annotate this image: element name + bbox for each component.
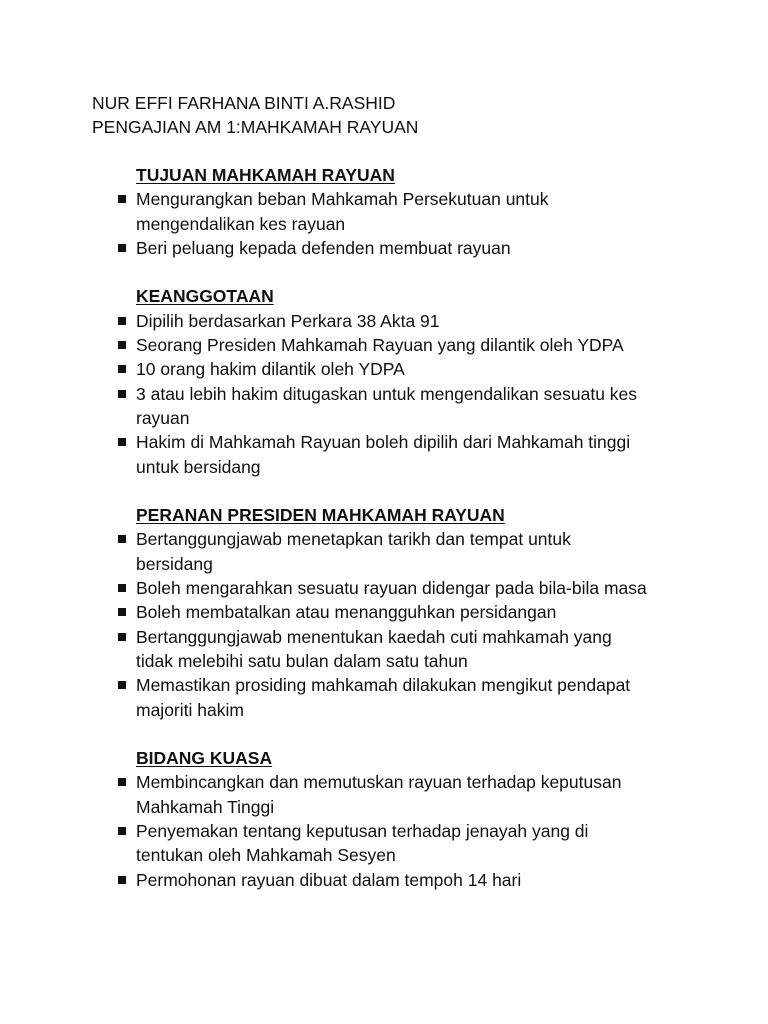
list-item [118,770,738,819]
list-item-line: Penyemakan tentang keputusan terhadap jenayah yang di [136,821,589,842]
list-item-line: 3 atau lebih hakim ditugaskan untuk mengendalikan sesuatu kes [136,383,638,404]
list-item [118,868,738,892]
list-item [118,625,738,674]
list-item [118,236,738,260]
square-bullet-icon [118,876,126,884]
square-bullet-icon [118,244,126,252]
square-bullet-icon [118,633,126,641]
list-item-line: mengendalikan kes rayuan [136,213,346,234]
list-item-line: Hakim di Mahkamah Rayuan boleh dipilih dari Mahkamah tinggi [136,432,631,453]
list-item-line: untuk bersidang [136,456,261,477]
bullet-list [118,187,738,260]
section-heading: PERANAN PRESIDEN MAHKAMAH RAYUAN [136,505,505,526]
list-item [118,309,738,333]
section-heading: KEANGGOTAAN [136,286,274,307]
list-item [118,333,738,357]
square-bullet-icon [118,584,126,592]
list-item-line: bersidang [136,553,213,574]
list-item-line: 10 orang hakim dilantik oleh YDPA [136,359,405,380]
list-item [118,187,738,236]
list-item [118,600,738,624]
bullet-list [118,770,738,891]
list-item [118,382,738,431]
list-item-line: Membincangkan dan memutuskan rayuan terhadap keputusan [136,772,622,793]
document-header [92,91,418,140]
list-item-line: tidak melebihi satu bulan dalam satu tahun [136,650,468,671]
section [118,163,738,260]
list-item-line: Memastikan prosiding mahkamah dilakukan mengikut pendapat [136,675,631,696]
author-name: NUR EFFI FARHANA BINTI A.RASHID [92,93,396,113]
square-bullet-icon [118,195,126,203]
square-bullet-icon [118,390,126,398]
list-item [118,430,738,479]
square-bullet-icon [118,535,126,543]
list-item-line: Bertanggungjawab menentukan kaedah cuti mahkamah yang [136,626,612,647]
list-item-line: Mengurangkan beban Mahkamah Persekutuan untuk [136,189,549,210]
square-bullet-icon [118,317,126,325]
list-item-line: Permohonan rayuan dibuat dalam tempoh 14 hari [136,869,522,890]
square-bullet-icon [118,827,126,835]
list-item-line: Dipilih berdasarkan Perkara 38 Akta 91 [136,310,440,331]
square-bullet-icon [118,681,126,689]
list-item [118,819,738,868]
document-body [118,163,738,916]
section [118,746,738,892]
square-bullet-icon [118,365,126,373]
list-item-line: majoriti hakim [136,699,244,720]
square-bullet-icon [118,341,126,349]
list-item [118,527,738,576]
square-bullet-icon [118,608,126,616]
bullet-list [118,527,738,721]
list-item [118,673,738,722]
list-item-line: Bertanggungjawab menetapkan tarikh dan tempat untuk [136,529,571,550]
list-item-line: Boleh membatalkan atau menangguhkan persidangan [136,602,557,623]
list-item-line: Boleh mengarahkan sesuatu rayuan didengar pada bila-bila masa [136,578,647,599]
list-item [118,576,738,600]
list-item-line: Seorang Presiden Mahkamah Rayuan yang dilantik oleh YDPA [136,335,624,356]
list-item [118,357,738,381]
section [118,503,738,722]
square-bullet-icon [118,778,126,786]
square-bullet-icon [118,438,126,446]
section [118,284,738,478]
list-item-line: tentukan oleh Mahkamah Sesyen [136,845,396,866]
document-subject: PENGAJIAN AM 1:MAHKAMAH RAYUAN [92,117,419,138]
list-item-line: rayuan [136,407,190,428]
list-item-line: Mahkamah Tinggi [136,796,275,817]
section-heading: BIDANG KUASA [136,748,273,769]
list-item-line: Beri peluang kepada defenden membuat rayuan [136,237,511,258]
section-heading: TUJUAN MAHKAMAH RAYUAN [136,165,395,185]
bullet-list [118,309,738,479]
